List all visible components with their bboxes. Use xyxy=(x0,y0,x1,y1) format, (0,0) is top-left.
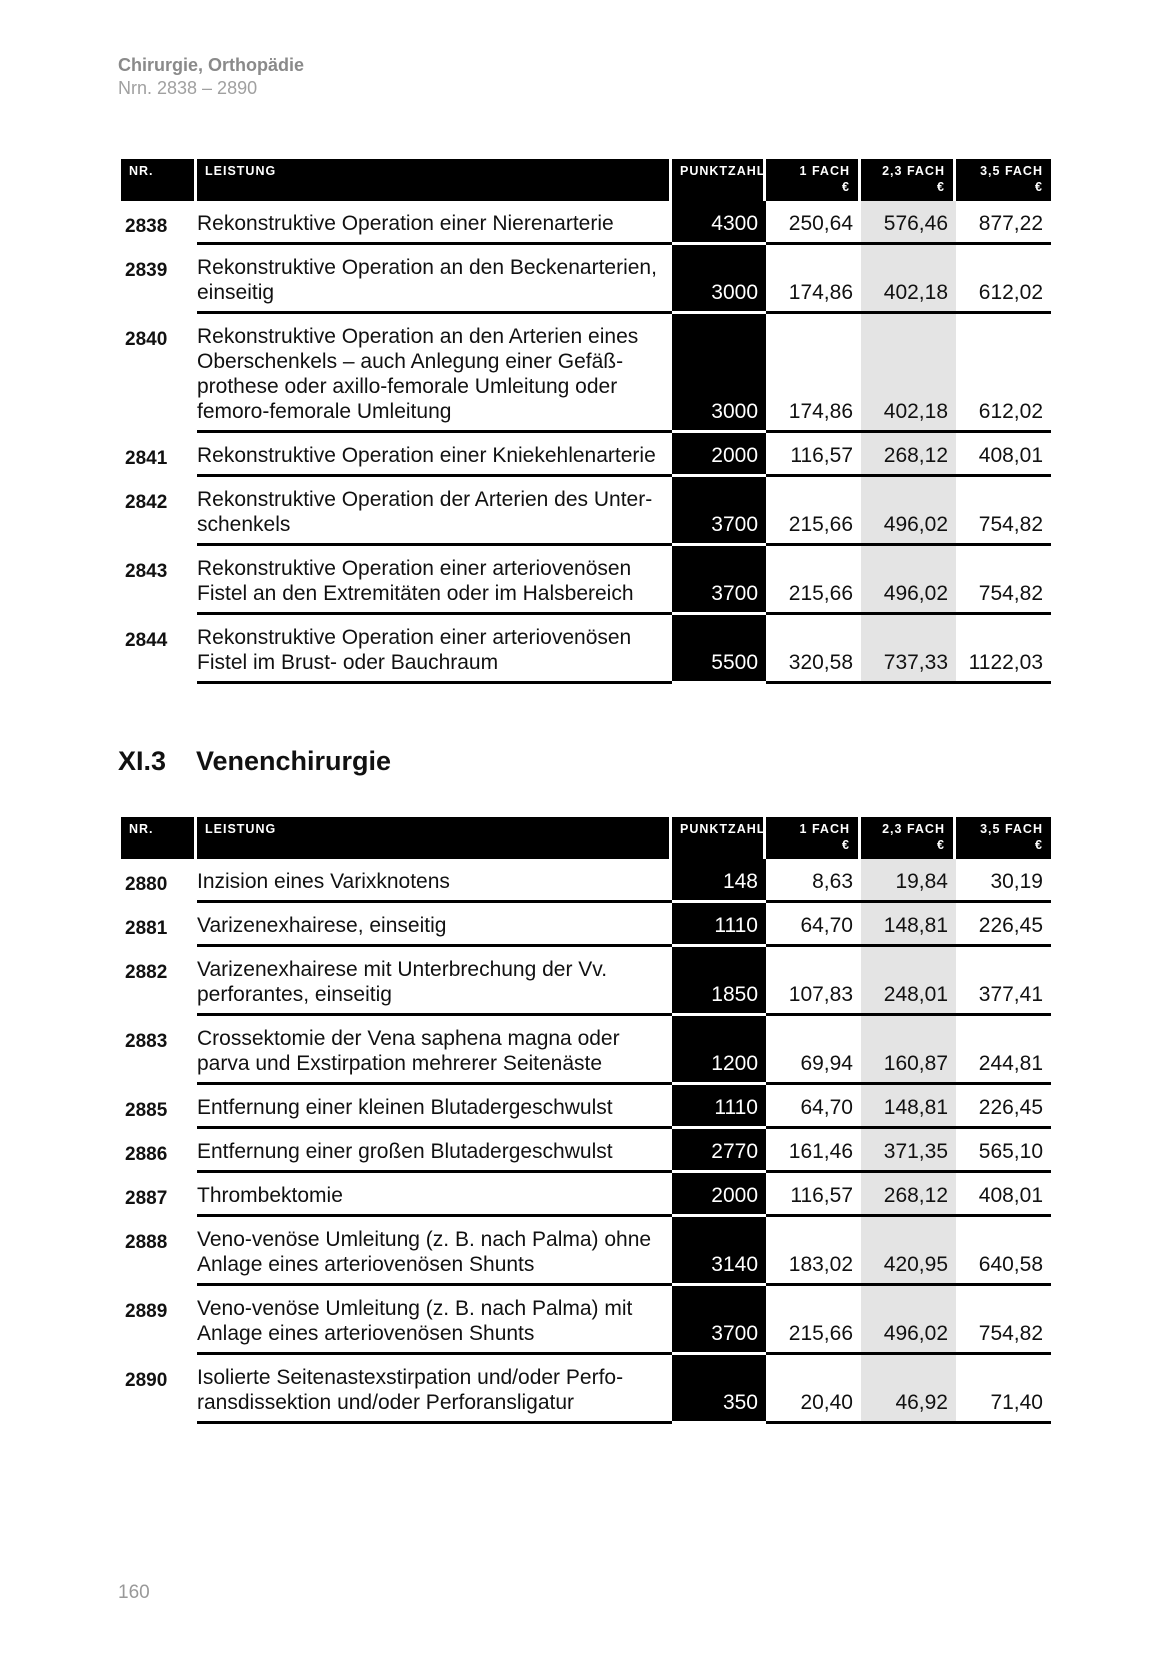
point-value: 1200 xyxy=(672,1016,766,1085)
table-row xyxy=(121,1173,1051,1217)
point-value: 3000 xyxy=(672,314,766,433)
currency-symbol: € xyxy=(937,838,945,852)
fee-1x: 250,64 xyxy=(766,201,861,245)
fee-3-5x: 612,02 xyxy=(956,314,1051,433)
fee-number: 2886 xyxy=(125,1144,168,1165)
point-value: 1110 xyxy=(672,903,766,947)
fee-number: 2882 xyxy=(125,962,168,983)
fee-1x: 69,94 xyxy=(766,1016,861,1085)
fee-number: 2890 xyxy=(125,1370,168,1391)
point-value: 1110 xyxy=(672,1085,766,1129)
section-heading xyxy=(118,746,391,777)
col-header-punktzahl: PUNKTZAHL xyxy=(672,159,766,201)
service-description: Rekonstruktive Operation einer arteriovenösen Fistel im Brust- oder Bauchraum xyxy=(197,615,672,684)
fee-1x: 215,66 xyxy=(766,546,861,615)
section-number: XI.3 xyxy=(118,746,167,776)
fee-number: 2840 xyxy=(125,329,168,350)
currency-symbol: € xyxy=(937,180,945,194)
col-header-35fach-label: 3,5 FACH xyxy=(980,822,1043,836)
col-header-23fach xyxy=(861,817,956,859)
table-row xyxy=(121,477,1051,546)
table-row xyxy=(121,947,1051,1016)
table-body xyxy=(121,201,1051,684)
col-header-leistung: LEISTUNG xyxy=(197,159,672,201)
service-description: Isolierte Seitenastexstirpation und/oder Perfo-ransdissektion und/oder Perforansligatur xyxy=(197,1355,672,1424)
table-row xyxy=(121,859,1051,903)
col-header-nr: NR. xyxy=(121,159,197,201)
fee-1x: 174,86 xyxy=(766,314,861,433)
table-row xyxy=(121,314,1051,433)
currency-symbol: € xyxy=(842,838,850,852)
point-value: 5500 xyxy=(672,615,766,684)
service-description: Inzision eines Varixknotens xyxy=(197,859,672,903)
fee-number: 2843 xyxy=(125,561,168,582)
fee-2-3x: 371,35 xyxy=(861,1129,956,1173)
page-header xyxy=(118,54,304,100)
service-description: Crossektomie der Vena saphena magna oder parva und Exstirpation mehrerer Seitenäste xyxy=(197,1016,672,1085)
fee-3-5x: 30,19 xyxy=(956,859,1051,903)
service-description: Thrombektomie xyxy=(197,1173,672,1217)
fee-table-arterial xyxy=(121,159,1051,684)
fee-number: 2887 xyxy=(125,1188,168,1209)
chapter-title: Chirurgie, Orthopädie xyxy=(118,55,305,75)
col-header-punktzahl: PUNKTZAHL xyxy=(672,817,766,859)
service-description: Rekonstruktive Operation an den Arterien eines Oberschenkels – auch Anlegung einer Gefäß-prothese oder axillo-femorale Umleitung oder femoro-femorale Umleitung xyxy=(197,314,672,433)
fee-1x: 64,70 xyxy=(766,903,861,947)
service-description: Entfernung einer großen Blutadergeschwulst xyxy=(197,1129,672,1173)
service-description: Rekonstruktive Operation der Arterien des Unter-schenkels xyxy=(197,477,672,546)
table-row xyxy=(121,903,1051,947)
service-description: Varizenexhairese mit Unterbrechung der Vv. perforantes, einseitig xyxy=(197,947,672,1016)
col-header-35fach xyxy=(956,159,1051,201)
fee-number: 2881 xyxy=(125,918,168,939)
fee-3-5x: 408,01 xyxy=(956,433,1051,477)
col-header-leistung: LEISTUNG xyxy=(197,817,672,859)
table-header xyxy=(121,817,1051,859)
table-row xyxy=(121,1355,1051,1424)
currency-symbol: € xyxy=(1035,180,1043,194)
fee-2-3x: 148,81 xyxy=(861,903,956,947)
point-value: 3000 xyxy=(672,245,766,314)
fee-table-venous xyxy=(121,817,1051,1424)
point-value: 1850 xyxy=(672,947,766,1016)
col-header-35fach-label: 3,5 FACH xyxy=(980,164,1043,178)
point-value: 3140 xyxy=(672,1217,766,1286)
fee-2-3x: 576,46 xyxy=(861,201,956,245)
table-row xyxy=(121,1016,1051,1085)
fee-2-3x: 268,12 xyxy=(861,433,956,477)
fee-3-5x: 226,45 xyxy=(956,903,1051,947)
col-header-nr: NR. xyxy=(121,817,197,859)
fee-2-3x: 19,84 xyxy=(861,859,956,903)
fee-number: 2844 xyxy=(125,630,168,651)
service-description: Entfernung einer kleinen Blutadergeschwulst xyxy=(197,1085,672,1129)
fee-1x: 116,57 xyxy=(766,1173,861,1217)
table-row xyxy=(121,1217,1051,1286)
fee-1x: 8,63 xyxy=(766,859,861,903)
point-value: 2770 xyxy=(672,1129,766,1173)
fee-3-5x: 1122,03 xyxy=(956,615,1051,684)
page-number: 160 xyxy=(118,1582,150,1603)
fee-1x: 64,70 xyxy=(766,1085,861,1129)
fee-1x: 215,66 xyxy=(766,1286,861,1355)
fee-number: 2839 xyxy=(125,260,168,281)
service-description: Rekonstruktive Operation einer arteriovenösen Fistel an den Extremitäten oder im Halsbereich xyxy=(197,546,672,615)
point-value: 148 xyxy=(672,859,766,903)
fee-3-5x: 754,82 xyxy=(956,477,1051,546)
table-row xyxy=(121,201,1051,245)
fee-2-3x: 496,02 xyxy=(861,1286,956,1355)
point-value: 2000 xyxy=(672,433,766,477)
col-header-35fach xyxy=(956,817,1051,859)
service-description: Rekonstruktive Operation einer Nierenarterie xyxy=(197,201,672,245)
fee-3-5x: 71,40 xyxy=(956,1355,1051,1424)
fee-3-5x: 640,58 xyxy=(956,1217,1051,1286)
fee-1x: 183,02 xyxy=(766,1217,861,1286)
fee-3-5x: 244,81 xyxy=(956,1016,1051,1085)
fee-number: 2885 xyxy=(125,1100,168,1121)
point-value: 3700 xyxy=(672,1286,766,1355)
point-value: 350 xyxy=(672,1355,766,1424)
fee-3-5x: 754,82 xyxy=(956,546,1051,615)
fee-number: 2883 xyxy=(125,1031,168,1052)
fee-3-5x: 754,82 xyxy=(956,1286,1051,1355)
fee-3-5x: 226,45 xyxy=(956,1085,1051,1129)
fee-number: 2889 xyxy=(125,1301,168,1322)
fee-1x: 161,46 xyxy=(766,1129,861,1173)
fee-2-3x: 160,87 xyxy=(861,1016,956,1085)
table-row xyxy=(121,433,1051,477)
table-row xyxy=(121,1129,1051,1173)
table-row xyxy=(121,546,1051,615)
point-value: 4300 xyxy=(672,201,766,245)
service-description: Veno-venöse Umleitung (z. B. nach Palma) ohne Anlage eines arteriovenösen Shunts xyxy=(197,1217,672,1286)
table-row xyxy=(121,615,1051,684)
fee-1x: 116,57 xyxy=(766,433,861,477)
fee-3-5x: 877,22 xyxy=(956,201,1051,245)
fee-1x: 320,58 xyxy=(766,615,861,684)
fee-number: 2841 xyxy=(125,448,168,469)
fee-2-3x: 737,33 xyxy=(861,615,956,684)
point-value: 3700 xyxy=(672,546,766,615)
col-header-23fach-label: 2,3 FACH xyxy=(882,164,945,178)
point-value: 3700 xyxy=(672,477,766,546)
fee-1x: 215,66 xyxy=(766,477,861,546)
col-header-23fach xyxy=(861,159,956,201)
section-title: Venenchirurgie xyxy=(196,746,392,776)
service-description: Rekonstruktive Operation einer Kniekehlenarterie xyxy=(197,433,672,477)
table-row xyxy=(121,1085,1051,1129)
table-header xyxy=(121,159,1051,201)
fee-3-5x: 377,41 xyxy=(956,947,1051,1016)
currency-symbol: € xyxy=(1035,838,1043,852)
fee-number: 2880 xyxy=(125,874,168,895)
col-header-1fach-label: 1 FACH xyxy=(799,164,850,178)
fee-3-5x: 408,01 xyxy=(956,1173,1051,1217)
table-row xyxy=(121,1286,1051,1355)
fee-number: 2842 xyxy=(125,492,168,513)
fee-1x: 174,86 xyxy=(766,245,861,314)
fee-3-5x: 612,02 xyxy=(956,245,1051,314)
col-header-1fach xyxy=(766,817,861,859)
fee-number: 2888 xyxy=(125,1232,168,1253)
fee-2-3x: 496,02 xyxy=(861,546,956,615)
service-description: Rekonstruktive Operation an den Beckenarterien, einseitig xyxy=(197,245,672,314)
fee-3-5x: 565,10 xyxy=(956,1129,1051,1173)
point-value: 2000 xyxy=(672,1173,766,1217)
service-description: Veno-venöse Umleitung (z. B. nach Palma) mit Anlage eines arteriovenösen Shunts xyxy=(197,1286,672,1355)
fee-2-3x: 148,81 xyxy=(861,1085,956,1129)
fee-2-3x: 402,18 xyxy=(861,245,956,314)
fee-2-3x: 496,02 xyxy=(861,477,956,546)
table-body xyxy=(121,859,1051,1424)
fee-1x: 107,83 xyxy=(766,947,861,1016)
service-description: Varizenexhairese, einseitig xyxy=(197,903,672,947)
table-row xyxy=(121,245,1051,314)
number-range: Nrn. 2838 – 2890 xyxy=(118,78,258,98)
fee-2-3x: 420,95 xyxy=(861,1217,956,1286)
currency-symbol: € xyxy=(842,180,850,194)
fee-2-3x: 268,12 xyxy=(861,1173,956,1217)
fee-1x: 20,40 xyxy=(766,1355,861,1424)
fee-number: 2838 xyxy=(125,216,168,237)
fee-2-3x: 248,01 xyxy=(861,947,956,1016)
fee-2-3x: 402,18 xyxy=(861,314,956,433)
col-header-1fach xyxy=(766,159,861,201)
fee-2-3x: 46,92 xyxy=(861,1355,956,1424)
col-header-1fach-label: 1 FACH xyxy=(799,822,850,836)
col-header-23fach-label: 2,3 FACH xyxy=(882,822,945,836)
